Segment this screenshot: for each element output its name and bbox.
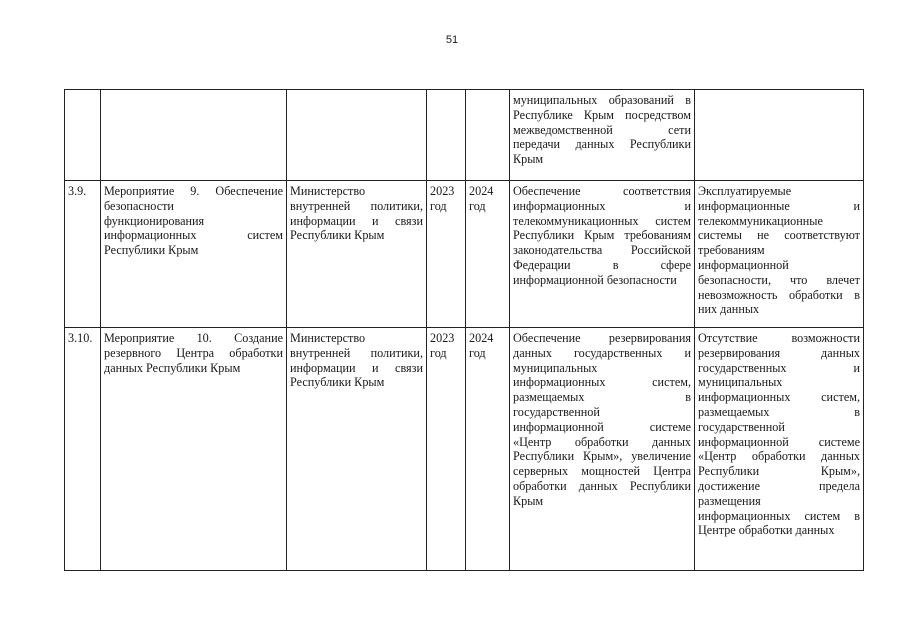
cell-text-line: информационной безопасности xyxy=(513,272,677,287)
cell-text-line: Республики Крым xyxy=(290,228,385,243)
cell-text-line: «Центр обработки данных xyxy=(698,449,860,464)
cell-text-line: информационных систем в xyxy=(698,508,860,523)
cell-text-line: резервного Центра обработки xyxy=(104,345,283,360)
cell-text-line: информационной системе xyxy=(698,434,860,449)
cell-end-year xyxy=(466,90,510,181)
cell-number: 3.10. xyxy=(65,328,101,571)
cell-text-line: размещения xyxy=(698,493,761,508)
cell-event xyxy=(101,328,287,571)
cell-text-line: информации и связи xyxy=(290,360,423,375)
cell-consequence xyxy=(695,90,864,181)
cell-text-line: Республики Крым xyxy=(290,375,385,390)
cell-text-line: серверных мощностей Центра xyxy=(513,464,691,479)
cell-text-line: размещаемых в xyxy=(698,404,860,419)
cell-start-year: 2023 год xyxy=(427,181,466,328)
cell-number xyxy=(65,90,101,181)
cell-text-line: Мероприятие 9. Обеспечение xyxy=(104,184,283,198)
cell-text-line: «Центр обработки данных xyxy=(513,434,691,449)
cell-text-line: Обеспечение соответствия xyxy=(513,184,691,198)
cell-text-line: внутренней политики, xyxy=(290,198,423,213)
cell-text-line: внутренней политики, xyxy=(290,345,423,360)
cell-consequence xyxy=(695,181,864,328)
cell-text-line: Республики Крым», увеличение xyxy=(513,449,691,464)
cell-consequence xyxy=(695,328,864,571)
cell-expected-result xyxy=(510,90,695,181)
cell-text-line: Мероприятие 10. Создание xyxy=(104,331,283,345)
cell-end-year: 2024 год xyxy=(466,181,510,328)
cell-text-line: данных Республики Крым xyxy=(104,360,241,375)
measures-table xyxy=(64,89,864,571)
table-row xyxy=(65,328,864,571)
cell-text-line: функционирования xyxy=(104,213,205,228)
cell-text-line: передачи данных Республики xyxy=(513,137,691,152)
cell-expected-result xyxy=(510,181,695,328)
cell-text-line: обработки данных Республики xyxy=(513,478,691,493)
cell-text-line: системы не соответствуют xyxy=(698,228,860,243)
cell-text-line: телекоммуникационных систем xyxy=(513,213,691,228)
cell-executor xyxy=(287,90,427,181)
cell-text-line: Отсутствие возможности xyxy=(698,331,860,345)
cell-text-line: резервирования данных xyxy=(698,345,860,360)
cell-expected-result xyxy=(510,328,695,571)
cell-text-line: Министерство xyxy=(290,184,366,198)
cell-text-line: Обеспечение резервирования xyxy=(513,331,691,345)
cell-event xyxy=(101,181,287,328)
cell-text-line: Республики Крым xyxy=(104,243,199,258)
cell-text-line: Республики Крым требованиям xyxy=(513,228,691,243)
cell-text-line: муниципальных xyxy=(513,360,598,375)
cell-start-year xyxy=(427,90,466,181)
cell-text-line: информационных систем, xyxy=(698,390,860,405)
cell-text-line: данных государственных и xyxy=(513,345,691,360)
cell-text-line: Республике Крым посредством xyxy=(513,107,691,122)
page-number: 51 xyxy=(445,34,459,46)
table-row xyxy=(65,181,864,328)
cell-text-line: межведомственной сети xyxy=(513,122,691,137)
cell-text-line: требованиям xyxy=(698,243,765,258)
cell-text-line: информационной xyxy=(698,257,789,272)
cell-text-line: достижение предела xyxy=(698,478,860,493)
cell-executor xyxy=(287,328,427,571)
cell-text-line: информационных и xyxy=(513,198,691,213)
cell-text-line: муниципальных образований в xyxy=(513,93,691,107)
cell-text-line: телекоммуникационные xyxy=(698,213,823,228)
cell-text-line: безопасности, что влечет xyxy=(698,272,860,287)
cell-text-line: законодательства Российской xyxy=(513,243,691,258)
cell-text-line: государственной xyxy=(513,404,600,419)
cell-text-line: Федерации в сфере xyxy=(513,257,691,272)
cell-number: 3.9. xyxy=(65,181,101,328)
cell-text-line: государственных и xyxy=(698,360,860,375)
cell-end-year: 2024 год xyxy=(466,328,510,571)
cell-text-line: Республики Крым», xyxy=(698,464,860,479)
cell-text-line: невозможность обработки в xyxy=(698,287,860,302)
cell-text-line: государственной xyxy=(698,419,785,434)
cell-executor xyxy=(287,181,427,328)
cell-text-line: Крым xyxy=(513,493,544,508)
cell-text-line: Эксплуатируемые xyxy=(698,184,792,198)
cell-text-line: Крым xyxy=(513,152,544,167)
cell-text-line: Центре обработки данных xyxy=(698,523,835,538)
cell-text-line: информационных систем, xyxy=(513,375,691,390)
cell-event xyxy=(101,90,287,181)
cell-text-line: них данных xyxy=(698,302,760,317)
cell-text-line: Министерство xyxy=(290,331,366,345)
cell-start-year: 2023 год xyxy=(427,328,466,571)
table-row xyxy=(65,90,864,181)
cell-text-line: информации и связи xyxy=(290,213,423,228)
cell-text-line: безопасности xyxy=(104,198,174,213)
cell-text-line: размещаемых в xyxy=(513,390,691,405)
cell-text-line: информационной системе xyxy=(513,419,691,434)
cell-text-line: информационных систем xyxy=(104,228,283,243)
cell-text-line: муниципальных xyxy=(698,375,783,390)
cell-text-line: информационные и xyxy=(698,198,860,213)
